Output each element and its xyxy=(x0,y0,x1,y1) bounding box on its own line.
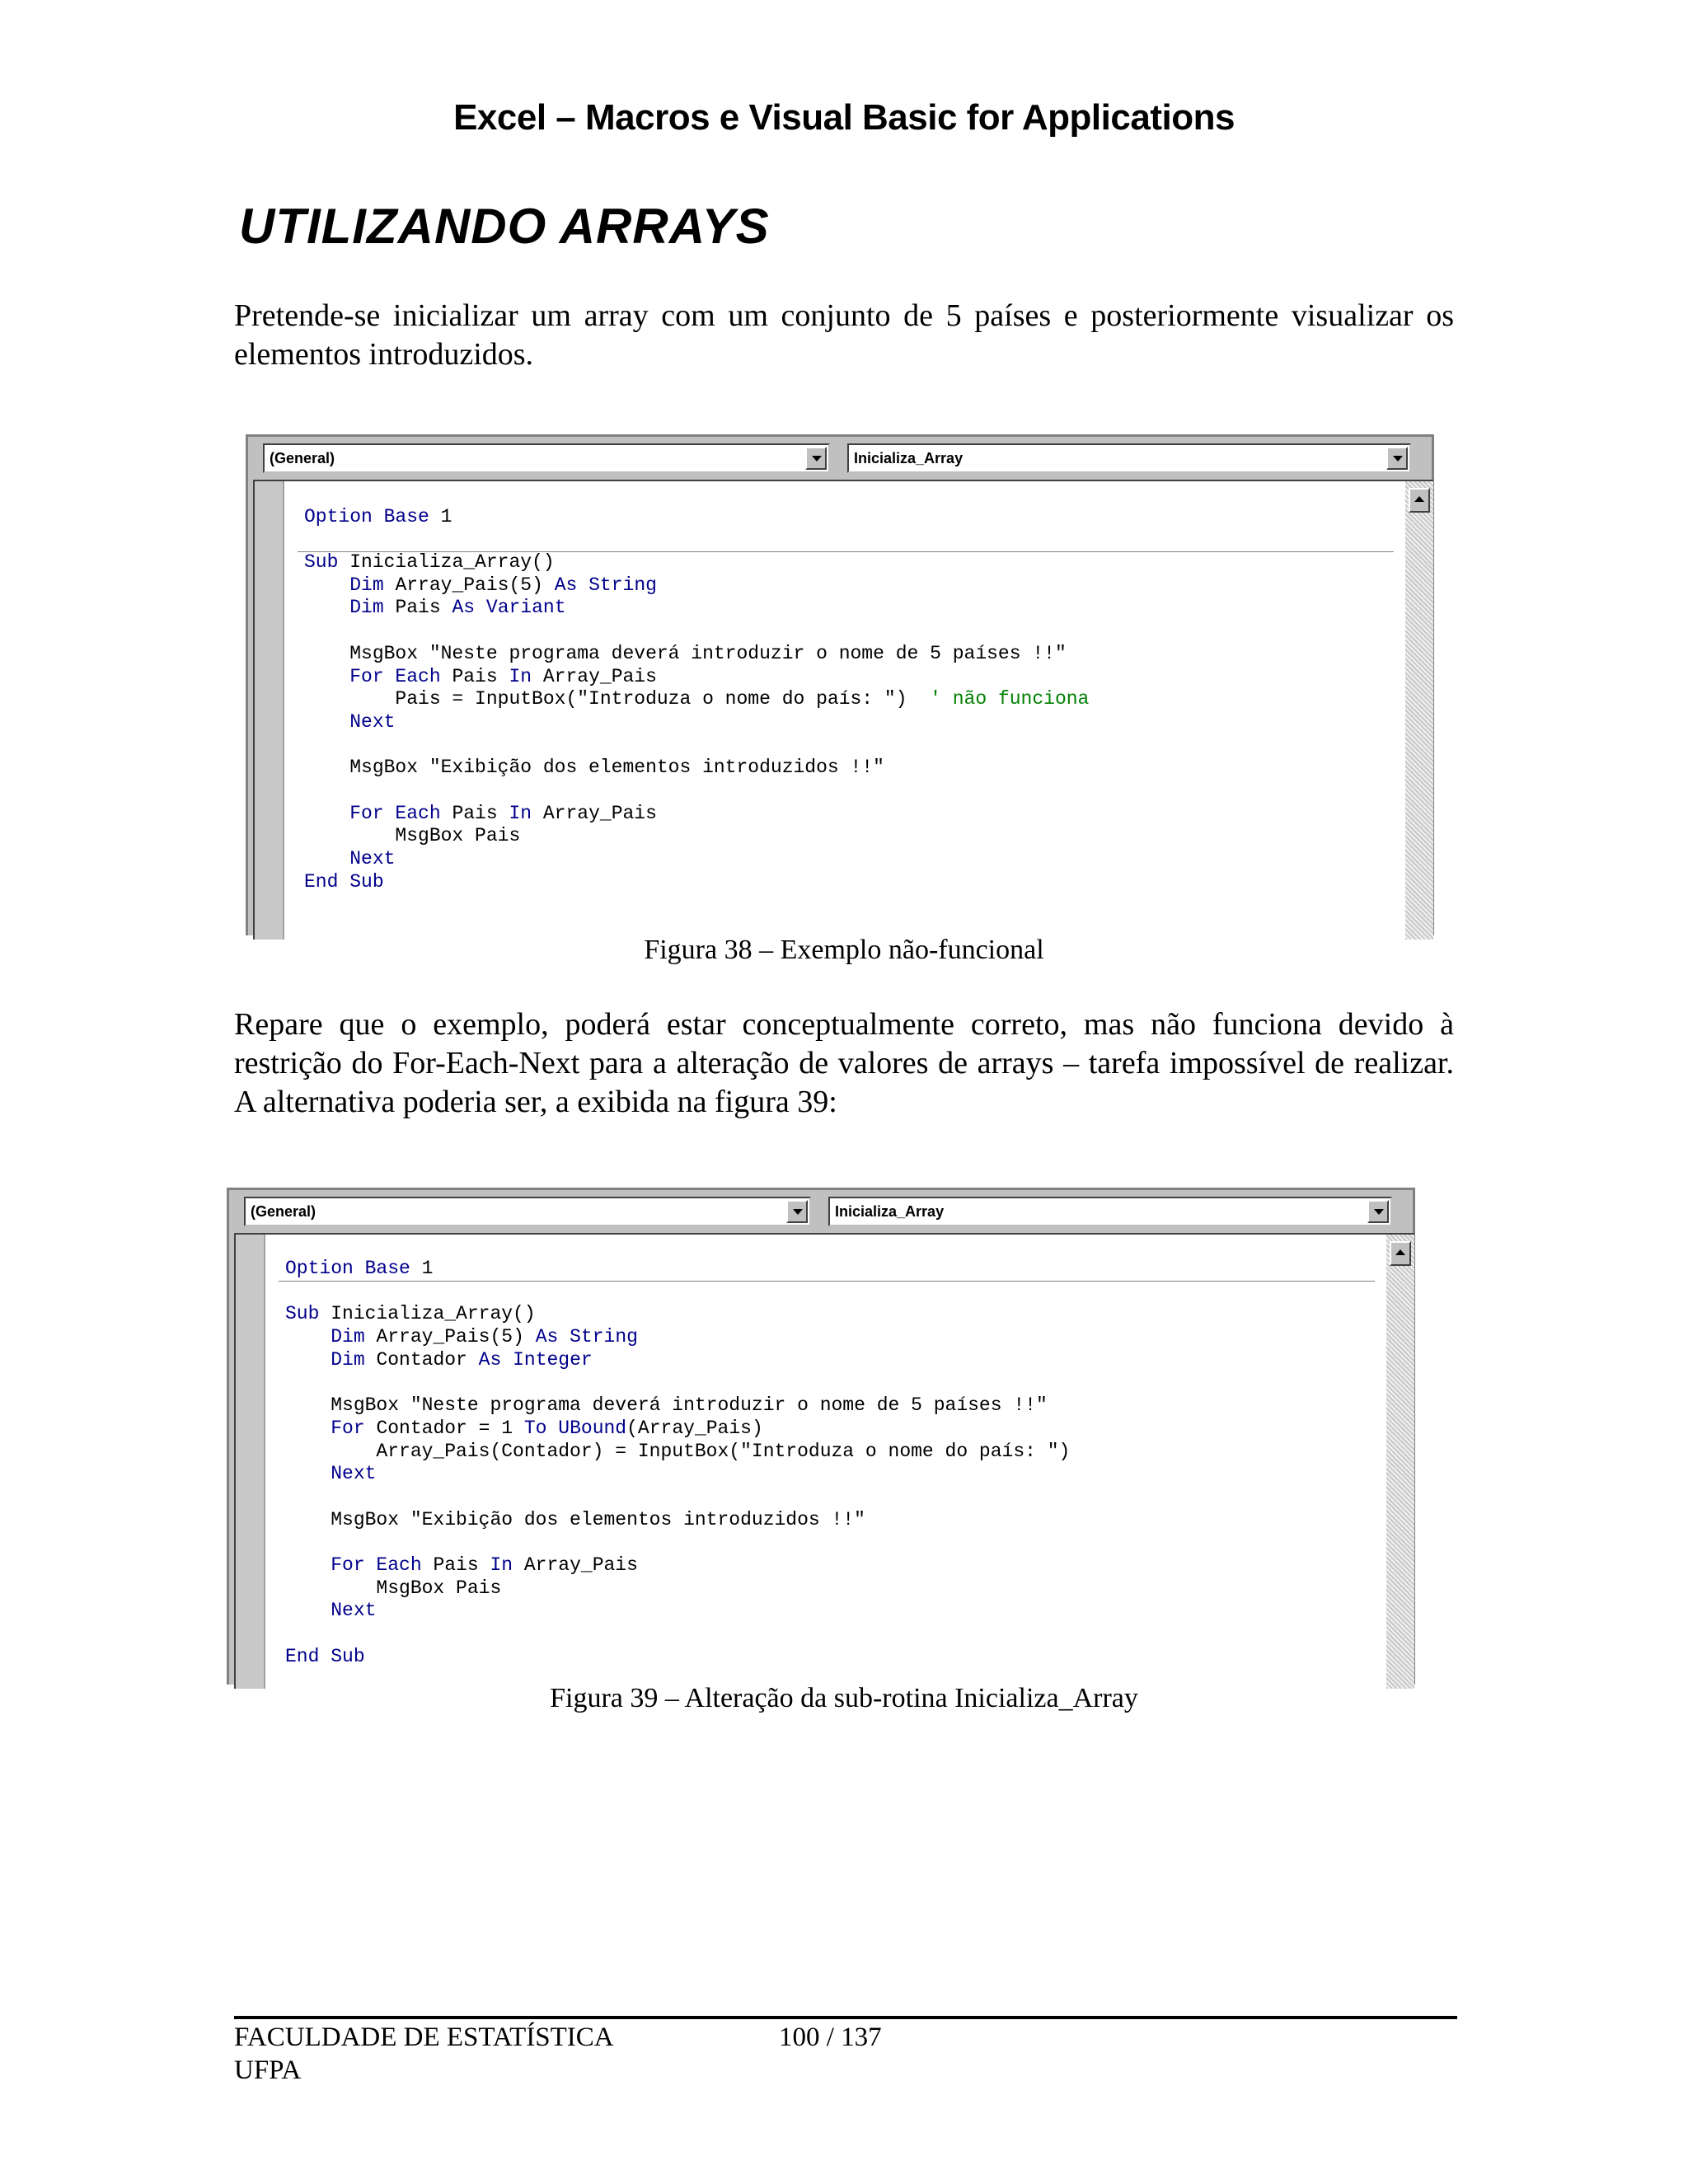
code-line: End Sub xyxy=(304,870,384,893)
code-line: For Contador = 1 To UBound(Array_Pais) xyxy=(331,1417,763,1439)
footer-institution: FACULDADE DE ESTATÍSTICA xyxy=(234,2022,614,2052)
code-line: Option Base 1 xyxy=(304,505,452,527)
code-line: Dim Array_Pais(5) As String xyxy=(331,1326,638,1348)
scroll-up-icon[interactable] xyxy=(1390,1241,1411,1266)
footer-university: UFPA xyxy=(234,2055,302,2085)
code-text xyxy=(285,1258,1070,1668)
code-line: MsgBox "Neste programa deverá introduzir o nome de 5 países !!" xyxy=(285,1394,1048,1417)
code-line: Sub Inicializa_Array() xyxy=(304,551,555,574)
procedure-combo-value: Inicializa_Array xyxy=(854,450,964,466)
code-line xyxy=(304,780,1089,803)
procedure-combo-value: Inicializa_Array xyxy=(835,1203,945,1220)
dropdown-arrow-icon[interactable] xyxy=(805,447,827,470)
dropdown-arrow-icon[interactable] xyxy=(786,1200,808,1223)
code-line: MsgBox "Exibição dos elementos introduzidos !!" xyxy=(304,757,884,779)
running-header: Excel – Macros e Visual Basic for Applications xyxy=(453,97,1235,138)
code-line: For Each Pais In Array_Pais xyxy=(331,1554,638,1576)
figure-39-caption: Figura 39 – Alteração da sub-rotina Inicializa_Array xyxy=(550,1683,1138,1713)
code-line: MsgBox Pais xyxy=(304,825,521,847)
vertical-scrollbar[interactable] xyxy=(1386,1235,1414,1689)
code-line xyxy=(285,1371,1070,1394)
code-pane[interactable] xyxy=(234,1233,1414,1689)
vba-code-window-fig38 xyxy=(246,434,1434,935)
procedure-combo[interactable] xyxy=(847,443,1411,473)
code-line xyxy=(285,1281,1070,1304)
code-line: MsgBox "Neste programa deverá introduzir o nome de 5 países !!" xyxy=(304,642,1067,664)
code-line: MsgBox Pais xyxy=(285,1577,502,1599)
explanation-paragraph: Repare que o exemplo, poderá estar conceptualmente correto, mas não funciona devido à restrição do For-Each-Next para a alteração de valores de arrays – tarefa impossível de realizar. A alternativa poderia ser, a exibida na figura 39: xyxy=(234,1007,1454,1119)
object-combo[interactable] xyxy=(263,443,830,473)
dropdown-arrow-icon[interactable] xyxy=(1367,1200,1389,1223)
code-line: Array_Pais(Contador) = InputBox("Introduza o nome do país: ") xyxy=(285,1440,1071,1462)
object-combo[interactable] xyxy=(244,1197,811,1226)
footer-rule xyxy=(234,2016,1457,2019)
page-number: 100 / 137 xyxy=(779,2022,882,2052)
code-line: For Each Pais In Array_Pais xyxy=(349,665,657,687)
figure-38-caption: Figura 38 – Exemplo não-funcional xyxy=(644,935,1044,965)
code-line xyxy=(304,734,1089,757)
code-line: Pais = InputBox("Introduza o nome do país: ") ' não funciona xyxy=(304,688,1090,710)
object-combo-value: (General) xyxy=(251,1203,316,1220)
code-line: Dim Array_Pais(5) As String xyxy=(349,574,657,596)
code-line: Option Base 1 xyxy=(285,1258,434,1279)
code-line xyxy=(285,1531,1070,1554)
code-pane[interactable] xyxy=(253,480,1433,940)
code-line: Dim Contador As Integer xyxy=(331,1348,593,1371)
code-line xyxy=(285,1623,1070,1646)
code-line: Next xyxy=(331,1463,377,1485)
code-line: For Each Pais In Array_Pais xyxy=(349,802,657,824)
procedure-combo[interactable] xyxy=(828,1197,1392,1226)
margin-indicator-bar xyxy=(236,1235,265,1689)
object-combo-value: (General) xyxy=(270,450,335,466)
code-line: MsgBox "Exibição dos elementos introduzidos !!" xyxy=(285,1508,865,1530)
code-line xyxy=(285,1486,1070,1509)
code-line: Next xyxy=(331,1600,377,1622)
code-line xyxy=(304,620,1089,643)
margin-indicator-bar xyxy=(255,481,284,940)
code-text xyxy=(304,483,1089,893)
code-line: End Sub xyxy=(285,1645,365,1667)
code-line: Next xyxy=(349,848,396,869)
scroll-up-icon[interactable] xyxy=(1409,488,1430,513)
section-title: UTILIZANDO ARRAYS xyxy=(239,199,770,254)
vba-code-window-fig39 xyxy=(227,1188,1415,1685)
dropdown-arrow-icon[interactable] xyxy=(1386,447,1408,470)
code-line: Sub Inicializa_Array() xyxy=(285,1303,536,1325)
intro-paragraph: Pretende-se inicializar um array com um conjunto de 5 países e posteriormente visualizar os elementos introduzidos. xyxy=(234,298,1454,372)
code-line: Next xyxy=(349,710,396,733)
code-line xyxy=(304,528,1089,551)
code-line: Dim Pais As Variant xyxy=(349,597,566,619)
vertical-scrollbar[interactable] xyxy=(1405,481,1433,940)
code-line xyxy=(304,483,1089,506)
